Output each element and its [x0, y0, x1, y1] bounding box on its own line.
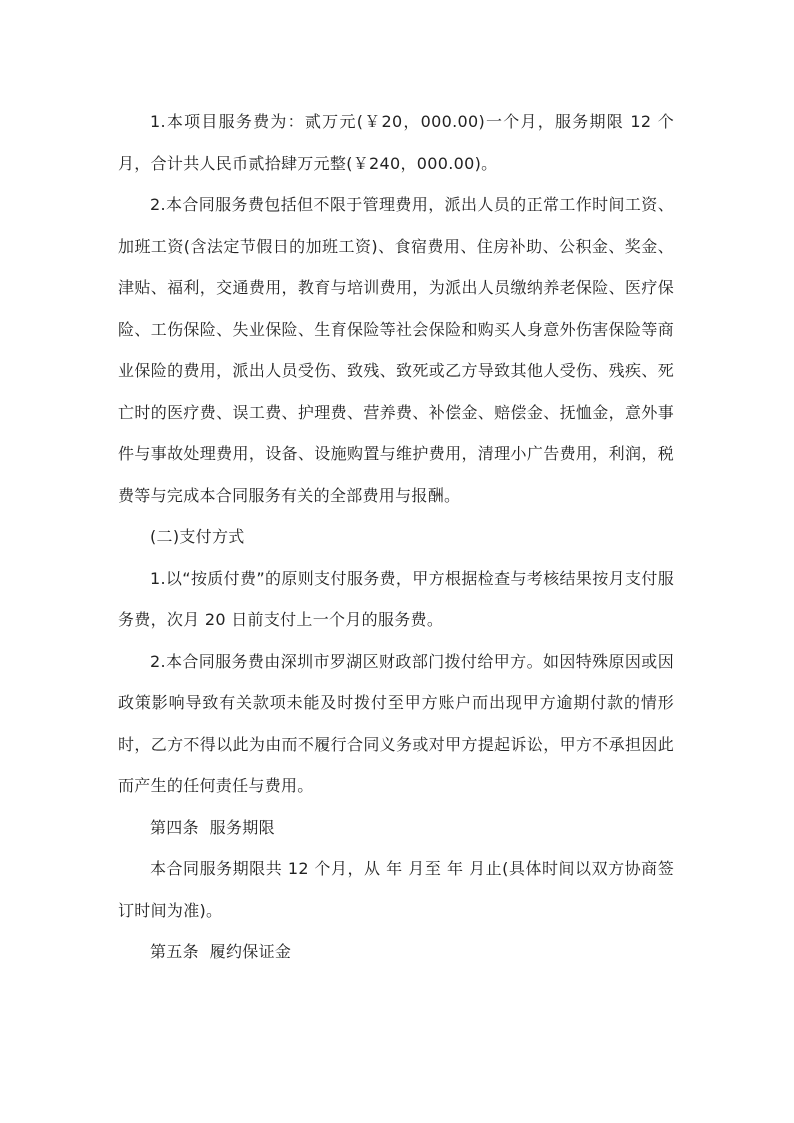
- section-heading-payment-method: (二)支付方式: [150, 527, 245, 546]
- paragraph-payment-source: 2.本合同服务费由深圳市罗湖区财政部门拨付给甲方。如因特殊原因或因政策影响导致有关款项未能及时拨付至甲方账户而出现甲方逾期付款的情形时，乙方不得以此为由而不履行合同义务或对甲方提起诉讼，甲方不承担因此而产生的任何责任与费用。: [118, 651, 674, 795]
- paragraph-service-fee: 1.本项目服务费为：贰万元(￥20，000.00)一个月，服务期限 12 个月，合计共人民币贰拾肆万元整(￥240，000.00)。: [118, 112, 674, 173]
- paragraph-service-term: 本合同服务期限共 12 个月，从 年 月至 年 月止(具体时间以双方协商签订时间为准)。: [118, 859, 674, 920]
- article-heading-performance-bond: 第五条 履约保证金: [150, 942, 292, 961]
- paragraph-payment-by-quality: 1.以“按质付费”的原则支付服务费，甲方根据检查与考核结果按月支付服务费，次月 20 日前支付上一个月的服务费。: [118, 568, 674, 629]
- paragraph-fee-scope: 2.本合同服务费包括但不限于管理费用，派出人员的正常工作时间工资、加班工资(含法定节假日的加班工资)、食宿费用、住房补助、公积金、奖金、津贴、福利，交通费用，教育与培训费用，为派出人员缴纳养老保险、医疗保险、工伤保险、失业保险、生育保险等社会保险和购买人身意外伤害保险等商业保险的费用，派出人员受伤、致残、致死或乙方导致其他人受伤、残疾、死亡时的医疗费、误工费、护理费、营养费、补偿金、赔偿金、抚恤金，意外事件与事故处理费用，设备、设施购置与维护费用，清理小广告费用，利润，税费等与完成本合同服务有关的全部费用与报酬。: [118, 195, 674, 505]
- article-heading-service-term: 第四条 服务期限: [150, 817, 275, 837]
- document-body: [118, 101, 674, 973]
